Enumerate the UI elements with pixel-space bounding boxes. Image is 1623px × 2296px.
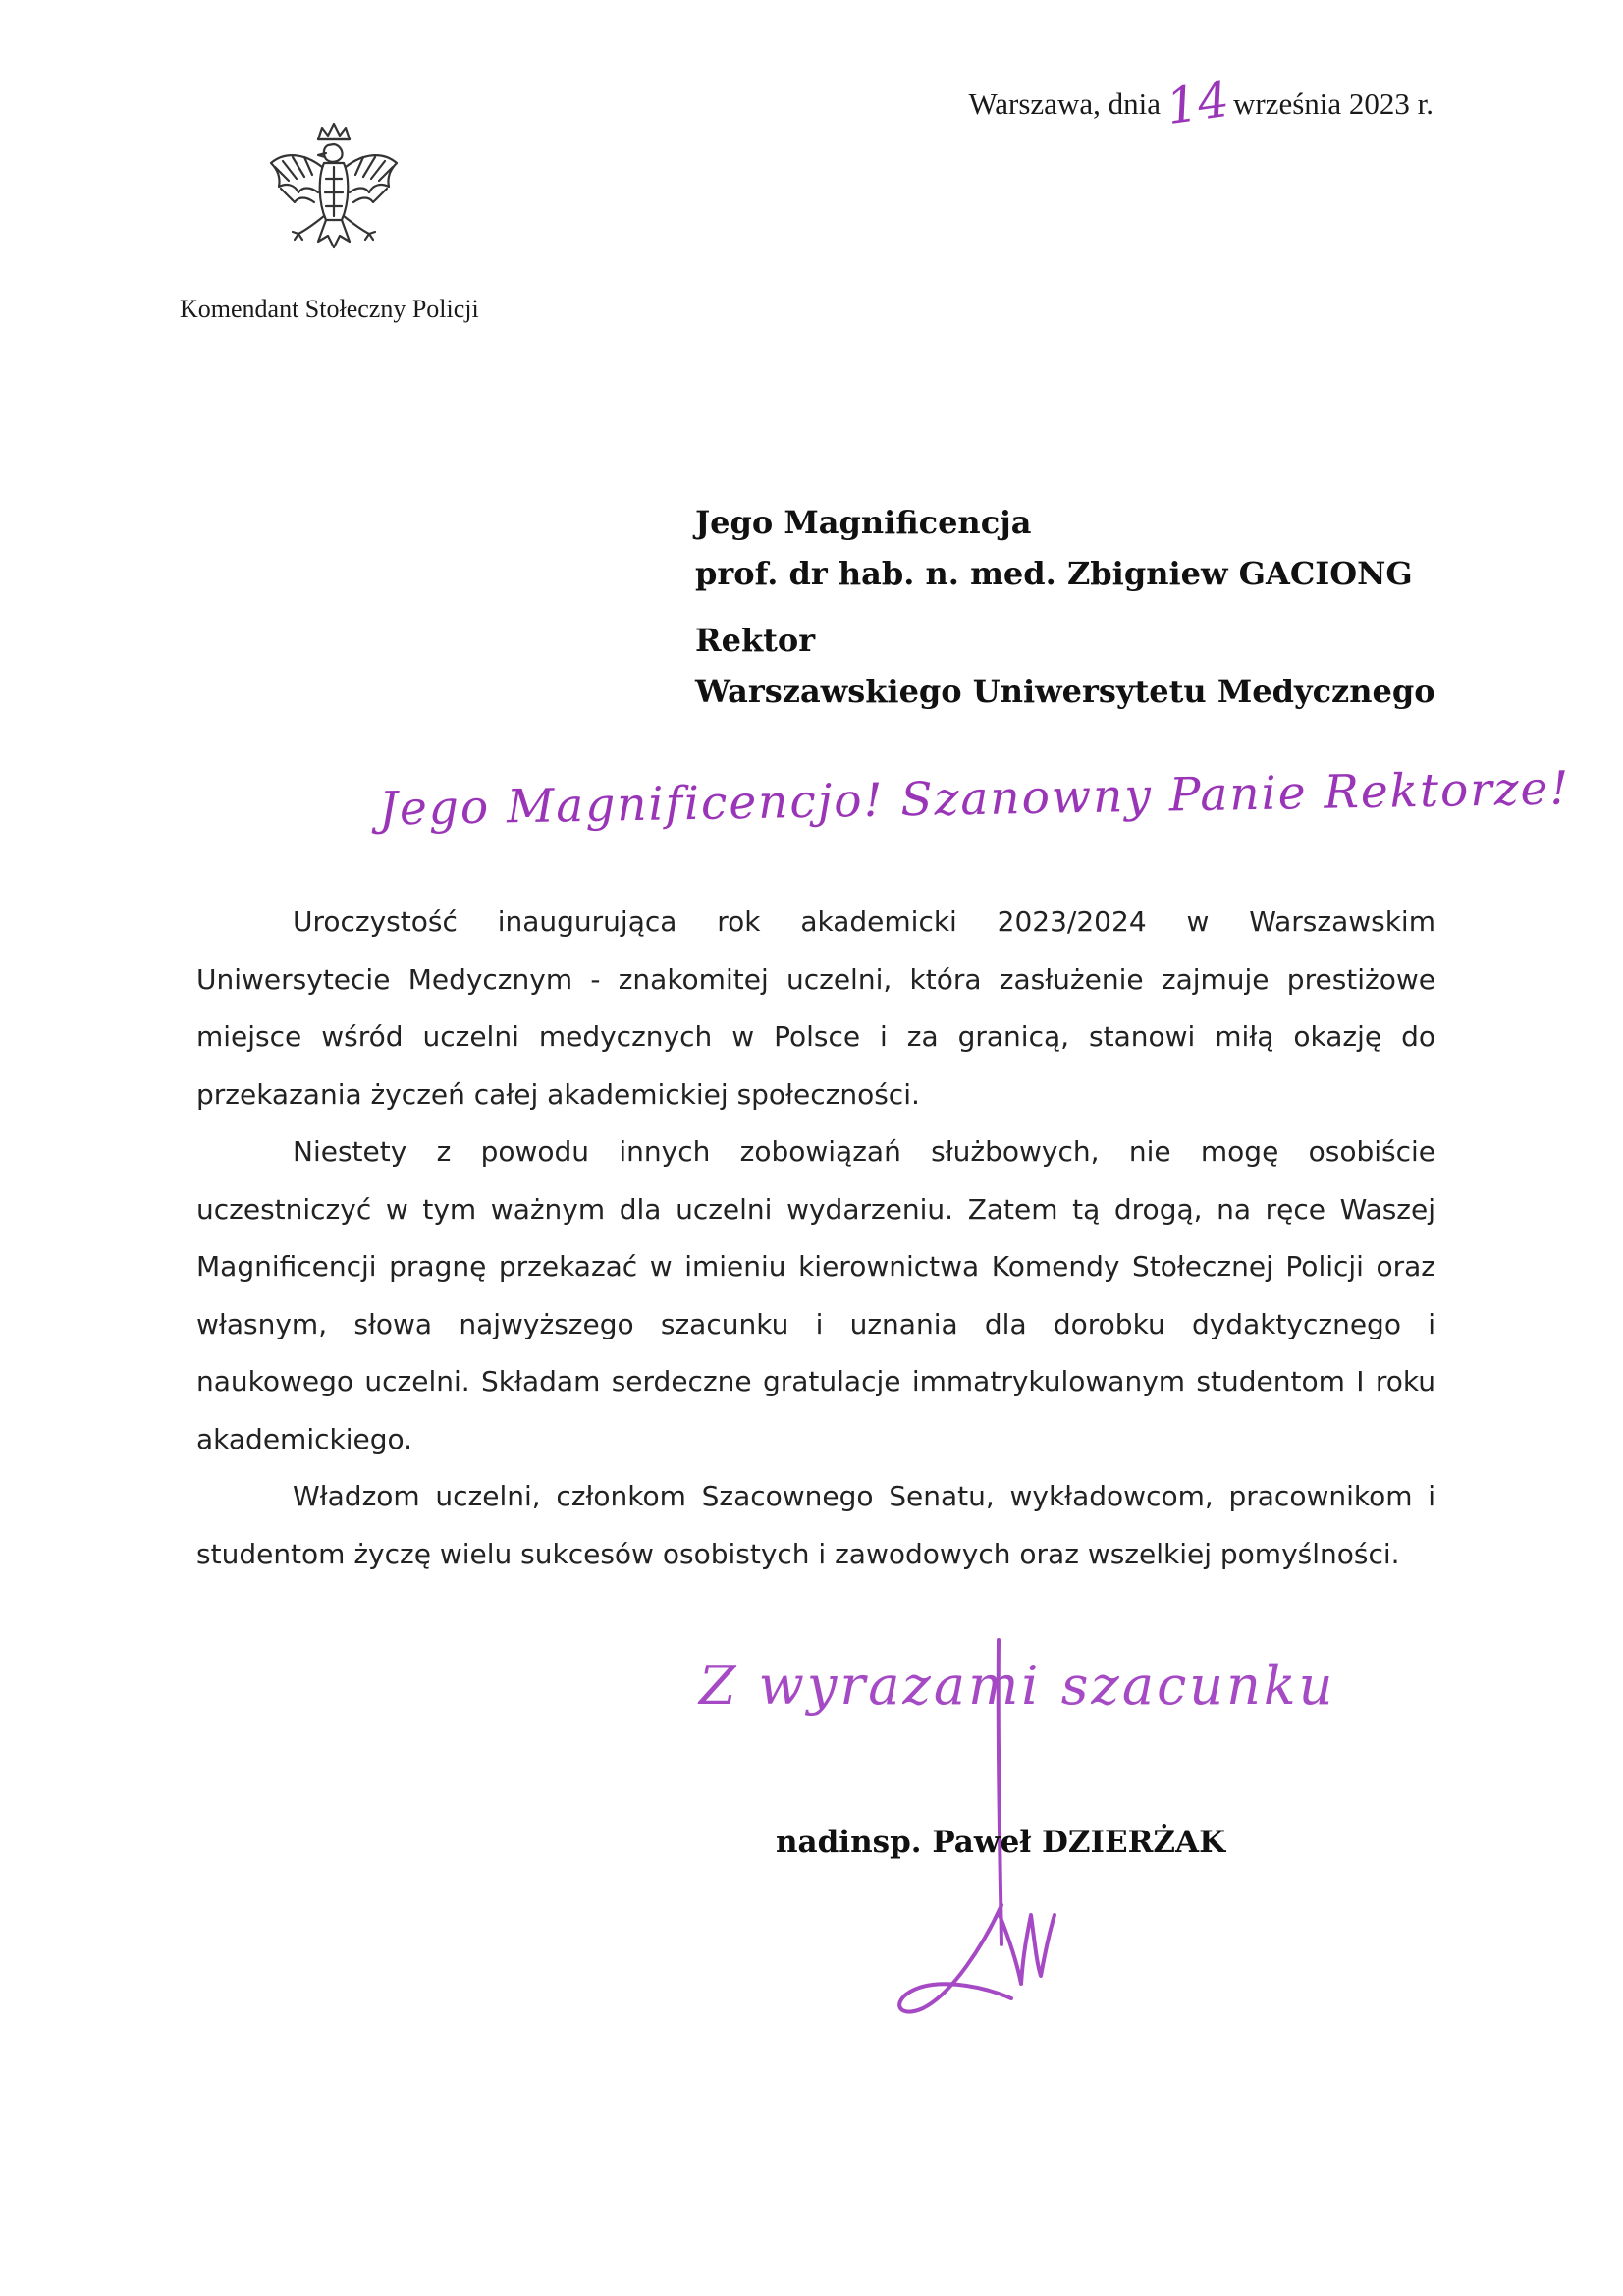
signer-name: nadinsp. Paweł DZIERŻAK: [776, 1825, 1226, 1860]
issuer-name: Komendant Stołeczny Policji: [180, 295, 479, 323]
addressee-title: Jego Magnificencja: [695, 504, 1032, 541]
addressee-institution: Warszawskiego Uniwersytetu Medycznego: [695, 673, 1435, 710]
date-line: [968, 70, 1434, 137]
closing-handwritten: Z wyrazami szacunku: [699, 1655, 1336, 1717]
polish-eagle-emblem-icon: [259, 118, 408, 275]
body-paragraph: Władzom uczelni, członkom Szacownego Senatu, wykładowcom, pracownikom i studentom życzę wielu sukcesów osobistych i zawodowych oraz wszelkiej pomyślności.: [196, 1480, 1435, 1570]
date-prefix: Warszawa, dnia: [968, 86, 1161, 121]
letter-body: [196, 894, 1435, 1583]
date-month-year: września 2023 r.: [1232, 86, 1434, 121]
body-paragraph: Niestety z powodu innych zobowiązań służbowych, nie mogę osobiście uczestniczyć w tym ważnym dla uczelni wydarzeniu. Zatem tą drogą, na ręce Waszej Magnificencji pragnę przekazać w imieniu kierownictwa Komendy Stołecznej Policji oraz własnym, słowa najwyższego szacunku i uznania dla dorobku dydaktycznego i naukowego uczelni. Składam serdeczne gratulacje immatrykulowanym studentom I roku akademickiego.: [196, 1135, 1435, 1455]
addressee-position: Rektor: [695, 622, 816, 659]
addressee-name: prof. dr hab. n. med. Zbigniew GACIONG: [695, 555, 1413, 592]
date-day-handwritten: 14: [1163, 70, 1233, 137]
body-paragraph: Uroczystość inaugurująca rok akademicki 2023/2024 w Warszawskim Uniwersytecie Medycznym - znakomitej uczelni, która zasłużenie zajmuje prestiżowe miejsce wśród uczelni medycznych w Polsce i za granicą, stanowi miłą okazję do przekazania życzeń całej akademickiej społeczności.: [196, 905, 1435, 1111]
addressee-block: [695, 497, 1435, 717]
salutation-handwritten: Jego Magnificencjo! Szanowny Panie Rektorze!: [378, 761, 1571, 837]
